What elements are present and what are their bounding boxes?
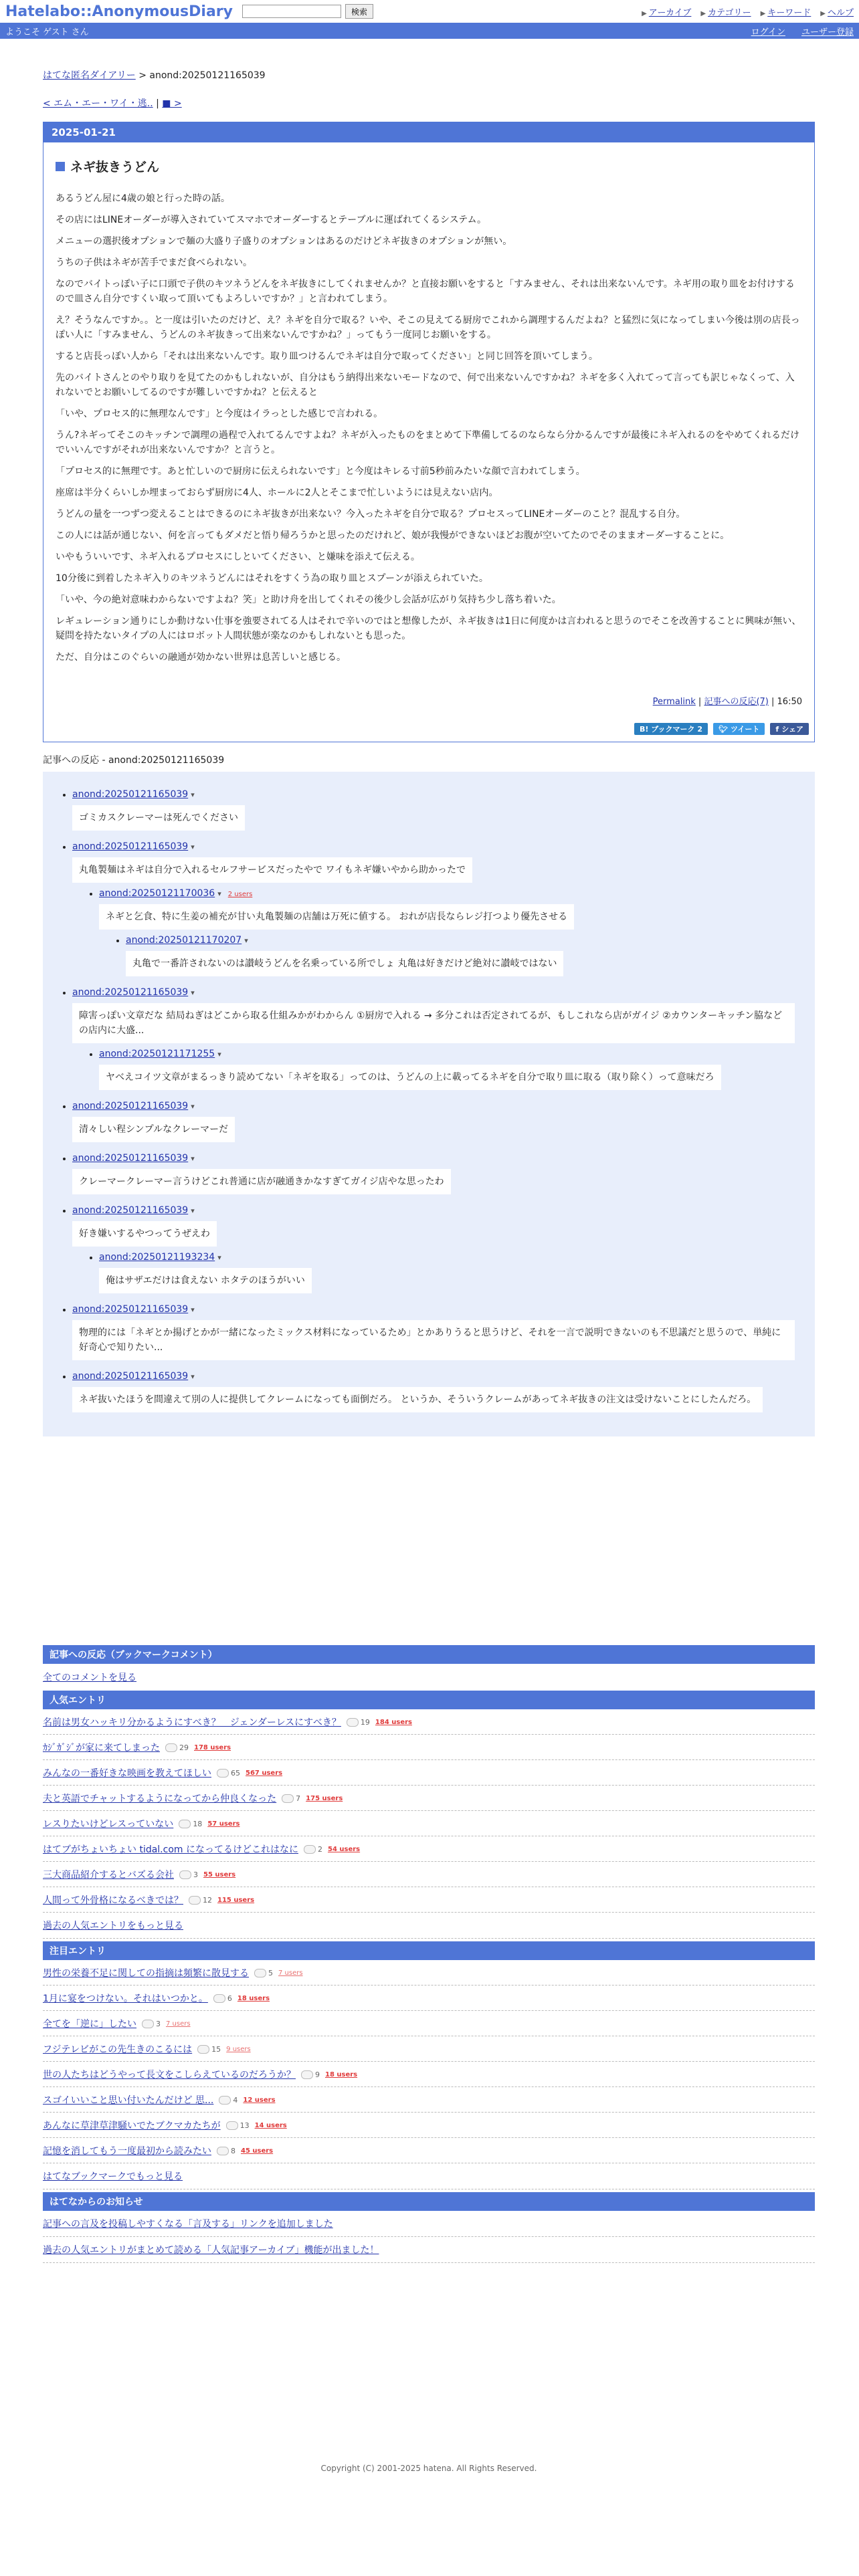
expand-icon[interactable]: ▾ [191,1305,195,1314]
reaction-item [99,888,801,976]
reaction-item [72,1205,801,1293]
reaction-children [72,1252,801,1293]
comment-count[interactable] [197,2045,221,2054]
entry-row [43,2138,815,2163]
permalink[interactable]: Permalink [652,697,696,707]
comment-count[interactable] [304,1845,322,1854]
reactions-ul [56,789,801,1412]
entry-title-link[interactable]: みんなの一番好きな映画を教えてほしい [43,1768,211,1779]
breadcrumb-sep: > [135,70,150,81]
notice-item [43,2237,815,2263]
reaction-link-row [72,987,801,998]
reaction-link[interactable]: anond:20250121165039 [72,987,189,998]
entry-title-link[interactable]: 三大商品紹介するとバズる会社 [43,1870,174,1881]
entry-row [43,1862,815,1887]
comment-bubble-icon [219,2096,231,2105]
expand-icon[interactable]: ▾ [191,988,195,997]
top-nav [642,5,854,18]
reaction-excerpt: ネギと乞食、特に生姜の補充が甘い丸亀製麺の店舗は万死に値する。 おれが店長ならレジ打つより優先させる [99,904,574,930]
comment-count[interactable] [226,2121,250,2130]
reaction-link[interactable]: anond:20250121165039 [72,1153,189,1164]
article-title[interactable]: ネギ抜きうどん [70,160,160,175]
comment-bubble-icon [197,2045,209,2054]
comment-bubble-icon [254,1969,266,1977]
entry-row [43,1786,815,1811]
comment-count-value: 19 [360,1717,370,1727]
expand-icon[interactable]: ▾ [217,1253,221,1262]
bookmark-comment-header: 記事への反応（ブックマークコメント） [43,1645,815,1664]
breadcrumb-home[interactable]: はてな匿名ダイアリー [43,70,136,81]
comment-count-value: 13 [240,2121,250,2130]
reaction-link-row [72,789,801,800]
article-paragraph: うちの子供はネギが苦手でまだ食べられない。 [56,257,252,268]
tweet-button[interactable] [713,723,765,735]
comment-count-value: 2 [317,1844,322,1854]
tweet-label: ツイート [730,725,760,734]
comment-bubble-icon [179,1870,191,1879]
reaction-excerpt: クレーマークレーマー言うけどこれ普通に店が融通きかなすぎてガイジ店やな思ったわ [72,1169,451,1194]
article-paragraph: なのでバイトっぽい子に口頭で子供のキツネうどんをネギ抜きにしてくれませんか？と直接お願いをすると「すみません、それは出来ないんです。ネギ用の取り皿をお付けするので皿さん自分ですくい取って頂いてもよろしいですか？」と言われてしまう。 [56,279,795,304]
comment-count[interactable] [142,2020,161,2028]
entry-row [43,2087,815,2113]
comment-count[interactable] [213,1994,232,2003]
article-paragraph: 「プロセス的に無理です。あと忙しいので厨房に伝えられないです」と今度はキレる寸前5秒前みたいな顔で言われてしまう。 [56,466,585,477]
article-paragraph: 10分後に到着したネギ入りのキツネうどんにはそれをすくう為の取り皿とスプーンが添えられていた。 [56,573,488,584]
entry-row [43,1709,815,1735]
comment-count-value: 3 [193,1870,198,1879]
expand-icon[interactable]: ▾ [191,1372,195,1381]
reactions-header: 記事への反応 - anond:20250121165039 [43,755,225,766]
user-bar [0,23,859,39]
share-buttons [43,715,814,742]
footer-sep: | [768,697,777,707]
comment-count[interactable] [217,2147,235,2155]
popular-list [43,1709,815,1913]
reaction-item [99,1252,801,1293]
comment-count-value: 4 [233,2095,238,2105]
expand-icon[interactable]: ▾ [191,1102,195,1111]
reaction-excerpt: ネギ抜いたほうを間違えて別の人に提供してクレームになっても面倒だろ。 というか、そういうクレームがあってネギ抜きの注文は受けないことにしたんだろ。 [72,1387,763,1412]
reaction-excerpt: 清々しい程シンプルなクレーマーだ [72,1117,235,1142]
reaction-link-row [72,1153,801,1164]
expand-icon[interactable]: ▾ [191,843,195,851]
comment-count-value: 12 [203,1895,212,1905]
entry-title-link[interactable]: 世の人たちはどうやって長文をこしらえているのだろうか？ [43,2070,296,2080]
expand-icon[interactable]: ▾ [191,1154,195,1163]
article-paragraph: 先のバイトさんとのやり取りを見てたのかもしれないが、自分はもう納得出来ないモードなので、何で出来ないんですかね？ネギを多く入れてって言っても訳じゃなくって、入れないでとお願いしてるのですが難しいですかね？と伝えると [56,372,795,398]
reaction-link-row [72,1101,801,1111]
reaction-excerpt: ヤベえコイツ文章がまるっきり読めてない「ネギを取る」ってのは、うどんの上に載ってるネギを自分で取り皿に取る（取り除く）って意味だろ [99,1065,721,1090]
article-paragraph: 座席は半分くらいしか埋まっておらず厨房に4人、ホールに2人とそこまで忙しいようには見えない店内。 [56,488,498,498]
pager-next[interactable]: ■ > [162,98,182,109]
comment-bubble-icon [301,2070,313,2079]
reaction-link[interactable]: anond:20250121165039 [72,1304,189,1315]
search-input[interactable] [242,5,341,18]
post-time: 16:50 [777,697,802,707]
site-logo[interactable]: Hatelabo::AnonymousDiary [5,3,233,20]
bookmark-users[interactable]: 45 users [241,2147,274,2155]
attention-header: 注目エントリ [43,1941,815,1960]
reaction-children [72,888,801,976]
expand-icon[interactable]: ▾ [191,1206,195,1215]
comment-count-value: 15 [211,2044,221,2054]
reaction-excerpt: 障害っぽい文章だな 結局ねぎはどこから取る仕組みかがわからん ①厨房で入れる → 多分これは否定されてるが、もしこれなら店がガイジ ②カウンターキッチン脇などの店内に大盛... [72,1003,795,1043]
search-button[interactable]: 検索 [345,4,373,19]
reaction-excerpt: 物理的には「ネギとか揚げとかが一緒になったミックス材料になっているため」とかありうると思うけど、それを一言で説明できないのも不思議だと思うので、単純に好奇心で知りたい... [72,1320,795,1360]
reaction-excerpt: 丸亀で一番許されないのは讃岐うどんを名乗っている所でしょ 丸亀は好きだけど絶対に讃岐ではない [126,951,563,976]
facebook-label: シェア [781,725,803,734]
reaction-children [72,1049,801,1090]
entry-row [43,2062,815,2087]
entry-row [43,2113,815,2138]
reaction-link[interactable]: anond:20250121170036 [99,888,215,899]
popular-header: 人気エントリ [43,1691,815,1709]
article-body [56,191,802,665]
entry-row [43,1735,815,1760]
bookmark-users[interactable]: 115 users [217,1896,255,1904]
bookmark-users[interactable]: 567 users [246,1769,283,1777]
comment-count[interactable] [301,2070,320,2079]
comment-count-value: 8 [231,2146,235,2155]
reaction-link[interactable]: anond:20250121193234 [99,1252,215,1263]
reaction-link[interactable]: anond:20250121165039 [72,789,189,800]
comment-count[interactable] [217,1769,240,1778]
reaction-link-row [99,1252,801,1263]
reaction-users[interactable]: 2 users [227,891,253,898]
reaction-link[interactable]: anond:20250121165039 [72,1101,189,1111]
entry-row [43,1836,815,1862]
reaction-item [72,789,801,831]
article-paragraph: この人には話が通じない、何を言ってもダメだと悟り帰ろうかと思ったのだけれど、娘が我慢ができないほどお腹が空いてたのでそのままオーダーすることに。 [56,530,730,541]
reaction-link-row [126,935,801,946]
comment-count[interactable] [282,1794,300,1803]
reaction-children [99,935,801,976]
entry-title-link[interactable]: 人間って外骨格になるべきでは？ [43,1895,183,1906]
notice-link[interactable]: 記事への言及を投稿しやすくなる「言及する」リンクを追加しました [43,2219,333,2230]
comment-count[interactable] [347,1718,370,1727]
entry-title-link[interactable]: 1月に宴をつけない。それはいつかと。 [43,1994,208,2004]
comment-bubble-icon [347,1718,359,1727]
entry-title-link[interactable]: ｶｼﾞｶﾞｼﾞが家に来てしまった [43,1743,160,1753]
hatena-bookmark-button[interactable]: B! ブックマーク 2 [634,723,708,735]
expand-icon[interactable]: ▾ [217,1050,221,1059]
article-paragraph: その店にはLINEオーダーが導入されていてスマホでオーダーするとテーブルに運ばれてくるシステム。 [56,215,487,225]
reaction-item [72,1371,801,1412]
facebook-share-button[interactable] [770,723,809,735]
bookmark-users[interactable]: 175 users [306,1794,343,1802]
article-paragraph: 「いや、今の絶対意味わからないですよね？笑」と助け舟を出してくれその後少し会話が広がり気持ち少し落ち着いた。 [56,595,561,605]
comment-count[interactable] [165,1743,189,1752]
pager-sep: | [153,98,163,109]
bookmark-users[interactable]: 12 users [243,2096,276,2104]
article-paragraph: いやもういいです、ネギ入れるプロセスにしといてください、と嫌味を添えて伝える。 [56,552,420,562]
reaction-link[interactable]: anond:20250121171255 [99,1049,215,1059]
entry-row [43,1960,815,1985]
entry-row [43,1887,815,1913]
reaction-item [72,1153,801,1194]
bookmark-users[interactable]: 9 users [226,2045,251,2053]
reaction-link-row [72,1205,801,1216]
all-comments-link[interactable]: 全てのコメントを見る [43,1673,136,1683]
reaction-item [72,841,801,976]
comment-bubble-icon [179,1820,191,1828]
nav-help-link[interactable]: ヘルプ [827,7,854,18]
twitter-icon: 🐦︎ [719,724,728,734]
reaction-link[interactable]: anond:20250121165039 [72,1371,189,1382]
top-header [0,0,859,23]
reaction-item [72,1304,801,1360]
entry-title-link[interactable]: 記憶を消してもう一度最初から読みたい [43,2146,211,2157]
article-paragraph: え？そうなんですか。。と一度は引いたのだけど、え？ネギを自分で取る？いや、そこの見えてる厨房でこれから調理するんだよね？と猛烈に気になってしまい今後は別の店長っぽい人に「すみません、うどんのネギ抜きって出来ないんですかね？」ってもう一度同じお願いをする。 [56,315,800,340]
comment-count-value: 18 [193,1819,203,1828]
reaction-item [99,1049,801,1090]
comment-count-value: 65 [231,1768,240,1778]
article-paragraph: あるうどん屋に4歳の娘と行った時の話。 [56,193,230,204]
attention-list [43,1960,815,2163]
comment-bubble-icon [189,1896,201,1905]
article-section [43,142,814,715]
comment-bubble-icon [217,2147,229,2155]
facebook-icon: f [775,724,779,734]
comment-count[interactable] [189,1896,212,1905]
reaction-link[interactable]: anond:20250121170207 [126,935,242,946]
nav-item-keyword[interactable] [761,5,812,18]
reaction-item [72,1101,801,1142]
reaction-excerpt: 俺はサザエだけは食えない ホタテのほうがいい [99,1268,312,1293]
reaction-link-row [72,841,801,852]
all-comments-row [43,1664,815,1687]
reaction-link[interactable]: anond:20250121165039 [72,841,189,852]
bookmark-users[interactable]: 55 users [203,1870,236,1879]
article-paragraph: 「いや、プロセス的に無理なんです」と今度はイラっとした感じで言われる。 [56,409,383,419]
triangle-icon: ▶ [642,9,647,17]
comment-count[interactable] [254,1969,273,1977]
article-paragraph: メニューの選択後オプションで麺の大盛り子盛りのオプションはあるのだけどネギ抜きのオプションが無い。 [56,236,512,247]
login-link[interactable]: ログイン [751,27,785,37]
article-paragraph: レギュレーション通りにしか動けない仕事を強要されてる人はそれで辛いのではと想像したが、ネギ抜きは1日に何度かは言われると思うのでそこを改善することに興味が無い、疑問を持たないタイプの人にはロボット人間状態が楽なのかもしれないとも思った。 [56,616,801,641]
reaction-link-row [72,1371,801,1382]
nav-item-category[interactable] [700,5,751,18]
entry-row [43,1985,815,2011]
comment-count[interactable] [179,1820,202,1828]
comment-count[interactable] [219,2096,237,2105]
reactions-list [43,772,815,1436]
reactions-link[interactable]: 記事への反応(7) [704,697,769,707]
popular-more-row [43,1913,815,1939]
comment-count-value: 3 [156,2019,161,2028]
main-container [43,68,815,2473]
article-paragraph: ただ、自分はこのぐらいの融通が効かない世界は息苦しいと感じる。 [56,652,346,663]
entry-title-link[interactable]: 男性の栄養不足に関しての指摘は頻繁に散見する [43,1968,249,1979]
copyright: Copyright (C) 2001-2025 hatena. All Rights Reserved. [320,2464,537,2473]
article-paragraph: すると店長っぽい人から「それは出来ないんです。取り皿つけるんでネギは自分で取ってください」と同じ回答を頂いてしまう。 [56,351,598,362]
article-date: 2025-01-21 [43,122,814,142]
reaction-excerpt: 好き嫌いするやつってうぜえわ [72,1221,217,1247]
nav-category-link[interactable]: カテゴリー [708,7,751,18]
pager [43,96,815,110]
bookmark-users[interactable]: 7 users [278,1969,303,1977]
bookmark-users[interactable]: 18 users [325,2070,358,2078]
reaction-item [72,987,801,1090]
entry-title-link[interactable]: 名前は男女ハッキリ分かるようにすべき？ ジェンダーレスにすべき？ [43,1717,341,1728]
bookmark-comment-section [43,1645,815,2263]
comment-bubble-icon [165,1743,177,1752]
entry-title-link[interactable]: フジテレビがこの先生きのこるには [43,2044,193,2055]
square-icon [56,162,65,171]
entry-title-link[interactable]: あんなに草津草津騒いでたブクマカたちが [43,2121,221,2131]
reaction-item [126,935,801,976]
comment-bubble-icon [213,1994,225,2003]
article-paragraph: うどんの量を一つずつ変えることはできるのにネギ抜きが出来ない？今入ったネギを自分で取る？プロセスってLINEオーダーのこと？混乱する自分。 [56,509,686,520]
nav-item-help[interactable] [820,5,854,18]
reaction-excerpt: ゴミカスクレーマーは死んでください [72,805,245,831]
entry-title-link[interactable]: スゴイいいこと思い付いたんだけど 思... [43,2095,214,2106]
entry-row [43,1811,815,1836]
expand-icon[interactable]: ▾ [244,936,248,945]
entry-title-link[interactable]: レスりたいけどレスっていない [43,1819,174,1830]
comment-bubble-icon [282,1794,294,1803]
breadcrumb [43,68,815,82]
comment-count-value: 9 [315,2070,320,2079]
comment-count[interactable] [179,1870,198,1879]
pager-prev[interactable]: < エム・エー・ワイ・逃.. [43,98,153,109]
entry-row [43,2036,815,2062]
comment-count-value: 6 [227,1994,232,2003]
notice-link[interactable]: 過去の人気エントリがまとめて読める「人気記事アーカイブ」機能が出ました！ [43,2245,379,2256]
popular-more-link[interactable]: 過去の人気エントリをもっと見る [43,1921,183,1931]
comment-count-value: 29 [179,1743,189,1752]
bookmark-users[interactable]: 178 users [194,1743,231,1751]
footer-sep: | [695,697,704,707]
reaction-excerpt: 丸亀製麺はネギは自分で入れるセルフサービスだったやで ワイもネギ嫌いやから助かったで [72,857,472,883]
comment-bubble-icon [304,1845,316,1854]
entry-title-link[interactable]: はてブがちょいちょい tidal.com になってるけどこれはなに [43,1844,298,1855]
nav-item-archive[interactable] [642,5,691,18]
nav-archive-link[interactable]: アーカイブ [648,7,692,18]
comment-count-value: 7 [296,1794,301,1803]
triangle-icon: ▶ [700,9,706,17]
register-link[interactable]: ユーザー登録 [801,27,854,37]
notices-header: はてなからのお知らせ [43,2192,815,2211]
expand-icon[interactable]: ▾ [191,790,195,799]
entry-row [43,1760,815,1786]
triangle-icon: ▶ [820,9,826,17]
entry-title-link[interactable]: 夫と英語でチャットするようになってから仲良くなった [43,1794,277,1804]
attention-more-row [43,2163,815,2189]
triangle-icon: ▶ [760,9,766,17]
reaction-link-row [99,888,801,899]
breadcrumb-current: anond:20250121165039 [149,70,266,81]
article-day [43,122,815,742]
article-paragraph: うん?ネギってそこのキッチンで調理の過程で入れてるんですよね？ネギが入ったものをまとめて下準備してるのならなら分かるんですが最後にネギ入れるのをやめてくれるだけでいいんですがそれが出来ないんですか？と言うと。 [56,430,800,455]
reaction-link-row [99,1049,801,1059]
article-title-row [56,157,802,175]
comment-bubble-icon [226,2121,238,2130]
reaction-link-row [72,1304,801,1315]
entry-title-link[interactable]: 全てを「逆に」したい [43,2019,136,2030]
bookmark-users[interactable]: 184 users [375,1718,412,1726]
section-footer [56,694,802,707]
welcome-text: ようこそ ゲスト さん [5,27,89,37]
comment-bubble-icon [217,1769,229,1778]
comment-bubble-icon [142,2020,154,2028]
bookmark-users[interactable]: 14 users [254,2121,287,2129]
bookmark-users[interactable]: 18 users [237,1994,270,2002]
bookmark-users[interactable]: 57 users [207,1820,240,1828]
notice-item [43,2211,815,2237]
reaction-link[interactable]: anond:20250121165039 [72,1205,189,1216]
entry-row [43,2011,815,2036]
expand-icon[interactable]: ▾ [217,889,221,898]
nav-keyword-link[interactable]: キーワード [767,7,812,18]
comment-count-value: 5 [268,1968,273,1977]
attention-more-link[interactable]: はてなブックマークでもっと見る [43,2171,183,2182]
bookmark-users[interactable]: 7 users [166,2020,191,2028]
bookmark-users[interactable]: 54 users [327,1845,361,1853]
